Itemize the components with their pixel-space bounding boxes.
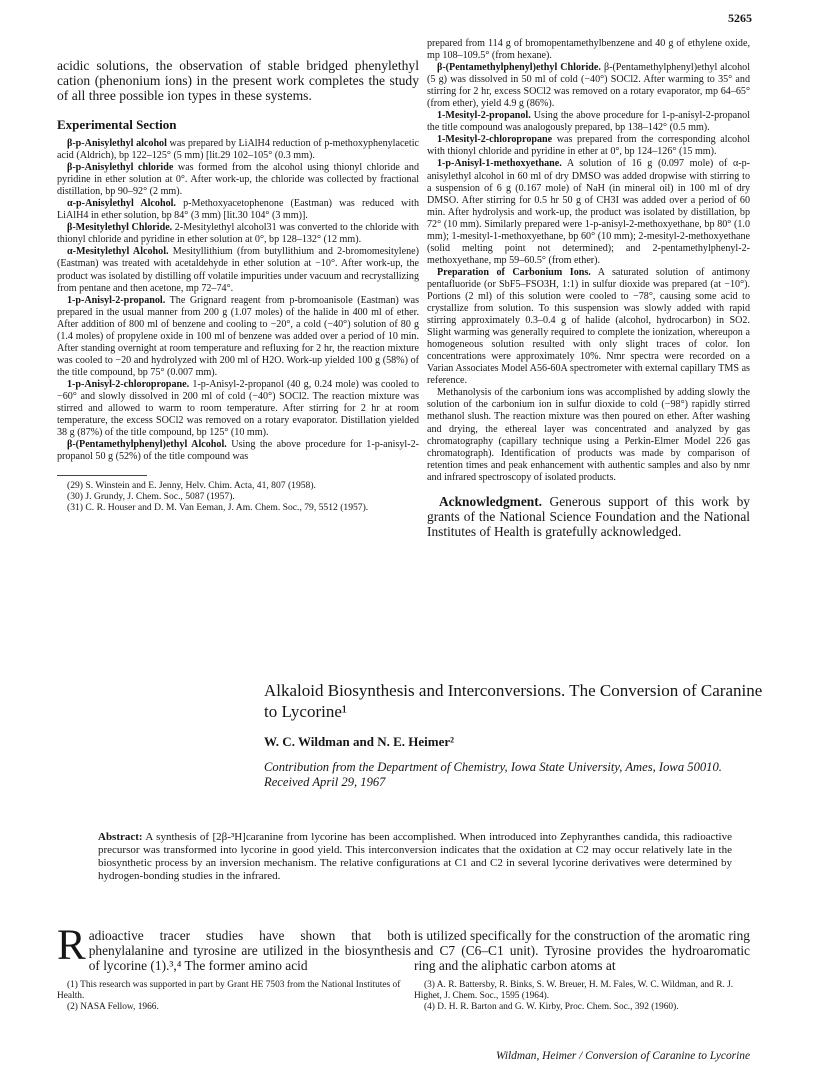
right-paragraphs (427, 62, 750, 484)
left-column (57, 58, 419, 513)
experimental-paragraph-body: 2-Mesitylethyl alcohol31 was converted to the chloride with thionyl chloride and pyridine in ether solution at 0°, bp 128–132° (12 mm). (57, 222, 419, 246)
drop-cap: R (57, 922, 86, 969)
experimental-paragraph-title: 1-p-Anisyl-2-chloropropane. (67, 378, 190, 390)
article-affiliation: Contribution from the Department of Chemistry, Iowa State University, Ames, Iowa 50010. Received April 29, 1967 (264, 760, 722, 789)
experimental-paragraph-title: α-p-Anisylethyl Alcohol. (67, 198, 176, 210)
experimental-section-heading: Experimental Section (57, 117, 177, 132)
experimental-paragraph (57, 295, 419, 379)
experimental-paragraph-body: The Grignard reagent from p-bromoanisole (Eastman) was prepared in the usual manner from 200 g (1.07 moles) of the halide in 400 ml of ether. After addition of 800 ml of benzene and cooling to −20°, a cold (−40°) solution of 80 g (1.4 moles) of propylene oxide in 100 ml of benzene was added over a period of 10 min. After standing overnight at room temperature and refluxing for 2 hr, the reaction mixture was cooled to −20 and hydrolyzed with 200 ml of H2O. Work-up yielded 100 g (58%) of the title compound, bp 75° (0.007 mm). (57, 294, 419, 378)
acknowledgment-paragraph (427, 494, 750, 539)
experimental-paragraph (57, 162, 419, 198)
right-lead-paragraph: prepared from 114 g of bromopentamethylbenzene and 40 g of ethylene oxide, mp 108–109.5° (from hexane). (427, 38, 750, 62)
right-paragraph-title: 1-Mesityl-2-chloropropane (437, 134, 553, 146)
left-footnotes (57, 480, 419, 513)
experimental-paragraph-body: 1-p-Anisyl-2-propanol (40 g, 0.24 mole) was cooled to −60° and slowly dissolved in 200 ml of cold (−40°) SOCl2. The reaction mixture was stirred and allowed to warm to room temperature. After stirring for 2 hr at room temperature, the excess SOCl2 was removed on a rotary evaporator. Distillation yielded 38 g (87%) of the title compound, bp 125° (10 mm). (57, 378, 419, 439)
right-paragraph-body: Methanolysis of the carbonium ions was accomplished by adding slowly the solution of the carbonium ion in sulfur dioxide to cold (−98°) rapidly stirred methanol slush. The reaction mixture was then poured on ether. After washing and drying, the ethereal layer was concentrated and analyzed by gas chromatography (capillary technique using a Perkin-Elmer Model 226 gas chromatograph). Identification of products was made by comparison of retention times and peak enhancement with authentic samples and also by nmr and infrared spectroscopy of isolated products. (427, 387, 750, 483)
intro-left-column (57, 922, 411, 1013)
footnote-divider (57, 475, 147, 476)
right-paragraph-body: was prepared from the corresponding alcohol with thionyl chloride and pyridine in ether at 0°, bp 124–126° (15 mm). (427, 134, 750, 158)
acknowledgment-body: Generous support of this work by grants of the National Science Foundation and the National Institutes of Health is gratefully acknowledged. (427, 493, 750, 539)
experimental-paragraph-title: β-(Pentamethylphenyl)ethyl Alcohol. (67, 439, 227, 451)
article-title: Alkaloid Biosynthesis and Interconversions. The Conversion of Caranine to Lycorine¹ (264, 681, 763, 721)
right-paragraph-title: Preparation of Carbonium Ions. (437, 266, 591, 278)
right-paragraph (427, 110, 750, 134)
experimental-paragraph-title: α-Mesitylethyl Alcohol. (67, 246, 169, 258)
footnote-1: (1) This research was supported in part by Grant HE 7503 from the National Institutes of Health. (57, 980, 401, 1001)
experimental-paragraph (57, 198, 419, 222)
footnote-30: (30) J. Grundy, J. Chem. Soc., 5087 (1957). (67, 491, 235, 503)
experimental-paragraph-body: was prepared by LiAlH4 reduction of p-methoxyphenylacetic acid (Aldrich), bp 122–125° (5 mm) [lit.29 102–105° (0.3 mm). (57, 138, 419, 162)
experimental-paragraph-title: 1-p-Anisyl-2-propanol. (67, 294, 166, 306)
right-paragraph (427, 134, 750, 158)
right-paragraph-title: β-(Pentamethylphenyl)ethyl Chloride. (437, 62, 601, 74)
intro-right-footnotes (414, 980, 750, 1013)
experimental-paragraph (57, 439, 419, 463)
footnote-4: (4) D. H. R. Barton and G. W. Kirby, Proc. Chem. Soc., 392 (1960). (424, 1002, 679, 1012)
right-column (427, 38, 750, 539)
acknowledgment-title: Acknowledgment. (439, 493, 543, 509)
intro-right-column (414, 928, 750, 1013)
abstract-body: A synthesis of [2β-³H]caranine from lycorine has been accomplished. When introduced into Zephyranthes candida, this radioactive precursor was transformed into lycorine in good yield. This interconversion indicates that the oxidation at C2 may occur relatively late in the biosynthetic process by an inversion mechanism. The relative configurations at C1 and C2 in several lycorine derivatives were determined by hydrogen-bonding studies in the infrared. (98, 831, 732, 882)
footnote-31: (31) C. R. Houser and D. M. Van Eeman, J. Am. Chem. Soc., 79, 5512 (1957). (67, 502, 369, 514)
right-paragraph (427, 267, 750, 387)
abstract-label: Abstract: (98, 831, 143, 843)
right-paragraph (427, 62, 750, 110)
right-paragraph-body: A solution of 16 g (0.097 mole) of α-p-anisylethyl alcohol in 60 ml of dry DMSO was added dropwise with stirring to a suspension of 6 g (0.167 mole) of NaH (in mineral oil) in 100 ml of dry DMSO. After stirring for 0.5 hr 50 g of CH3I was added over a period of 60 min. After hydrolysis and work-up, the product was isolated by distillation, bp 72° (10 mm). Similarly prepared were 1-p-anisyl-2-methoxyethane, bp 80° (1.0 mm); 1-mesityl-1-methoxyethane, bp 60° (10 mm); 2-mesityl-2-methoxyethane (solid melting point not determined); and 2-pentamethylphenyl-2-methoxyethane, mp 59–60.5° (from ether). (427, 158, 750, 266)
experimental-paragraph-body: Using the above procedure for 1-p-anisyl-2-propanol 50 g (52%) of the title compound was (57, 439, 419, 463)
intro-left-paragraph (57, 922, 411, 973)
right-paragraph-body: Using the above procedure for 1-p-anisyl-2-propanol the title compound was analogously prepared, bp 138–142° (0.5 mm). (427, 110, 750, 134)
experimental-paragraph (57, 246, 419, 294)
footnote-3: (3) A. R. Battersby, R. Binks, S. W. Breuer, H. M. Fales, W. C. Wildman, and R. J. Highet, J. Chem. Soc., 1595 (1964). (414, 980, 734, 1001)
article-header (264, 680, 764, 790)
experimental-paragraph-body: was formed from the alcohol using thionyl chloride and pyridine in ether solution at 0°. After work-up, the chloride was collected by fractional distillation, bp 90–92° (2 mm). (57, 162, 420, 198)
experimental-paragraph-title: β-Mesitylethyl Chloride. (67, 222, 173, 234)
right-paragraph-title: 1-Mesityl-2-propanol. (437, 110, 531, 122)
footnote-29: (29) S. Winstein and E. Jenny, Helv. Chim. Acta, 41, 807 (1958). (67, 480, 316, 492)
experimental-paragraphs (57, 138, 419, 463)
abstract (98, 831, 732, 883)
right-paragraph-body: A saturated solution of antimony pentafluoride (or SbF5–FSO3H, 1:1) in sulfur dioxide was prepared (at −10°). Portions (2 ml) of this solution were cooled to −78°, causing some acid to crystallize from solution. To this suspension was slowly added with rapid stirring approximately 0.3–0.4 g of halide (alcohol, hydrocarbon) in SO2. Slight warming was generally required to complete the ionization, whereupon a homogeneous solution resulted with only slight traces of color. Ion concentrations were approximately 10%. Nmr spectra were recorded on a Varian Associates Model A56-60A spectrometer with external capillary TMS as reference. (427, 266, 750, 387)
experimental-paragraph-body: p-Methoxyacetophenone (Eastman) was reduced with LiAlH4 in ether solution, bp 84° (3 mm) [lit.30 104° (3 mm)]. (57, 198, 419, 222)
intro-right-paragraph: is utilized specifically for the construction of the aromatic ring and C7 (C6–C1 unit). Tyrosine provides the hydroaromatic ring and the aliphatic carbon atoms at (414, 928, 750, 973)
intro-left-footnotes (57, 980, 411, 1013)
left-lead-paragraph: acidic solutions, the observation of stable bridged phenylethyl cation (phenonium ions) in the present work completes the study of all three possible ion types in these systems. (57, 58, 419, 103)
experimental-paragraph-body: Mesityllithium (from butyllithium and 2-bromomesitylene) (Eastman) was treated with acetaldehyde in ether solution at −10°. After work-up, the product was isolated by distilling off volatile impurities under vacuum and recrystallizing from pentane and then acetone, mp 72–74°. (57, 246, 419, 294)
right-paragraph (427, 158, 750, 266)
experimental-paragraph-title: β-p-Anisylethyl chloride (67, 162, 174, 174)
experimental-paragraph-title: β-p-Anisylethyl alcohol (67, 138, 167, 149)
page-footer: Wildman, Heimer / Conversion of Caranine to Lycorine (495, 1050, 750, 1062)
right-paragraph-title: 1-p-Anisyl-1-methoxyethane. (437, 158, 562, 170)
experimental-paragraph (57, 379, 419, 439)
article-authors: W. C. Wildman and N. E. Heimer² (264, 734, 455, 749)
experimental-paragraph (57, 138, 419, 162)
right-paragraph-body: β-(Pentamethylphenyl)ethyl alcohol (5 g) was dissolved in 50 ml of cold (−40°) SOCl2. After warming to 35° and stirring for 2 hr, excess SOCl2 was removed on a rotary evaporator, mp 64–65° (from ether), yield 4.9 g (86%). (427, 62, 750, 110)
right-paragraph (427, 387, 750, 483)
footnote-2: (2) NASA Fellow, 1966. (67, 1002, 159, 1012)
intro-left-text: adioactive tracer studies have shown that both phenylalanine and tyrosine are utilized in the biosynthesis of lycorine (1).³,⁴ The former amino acid (88, 928, 411, 973)
experimental-paragraph (57, 222, 419, 246)
page-number: 5265 (728, 11, 752, 25)
